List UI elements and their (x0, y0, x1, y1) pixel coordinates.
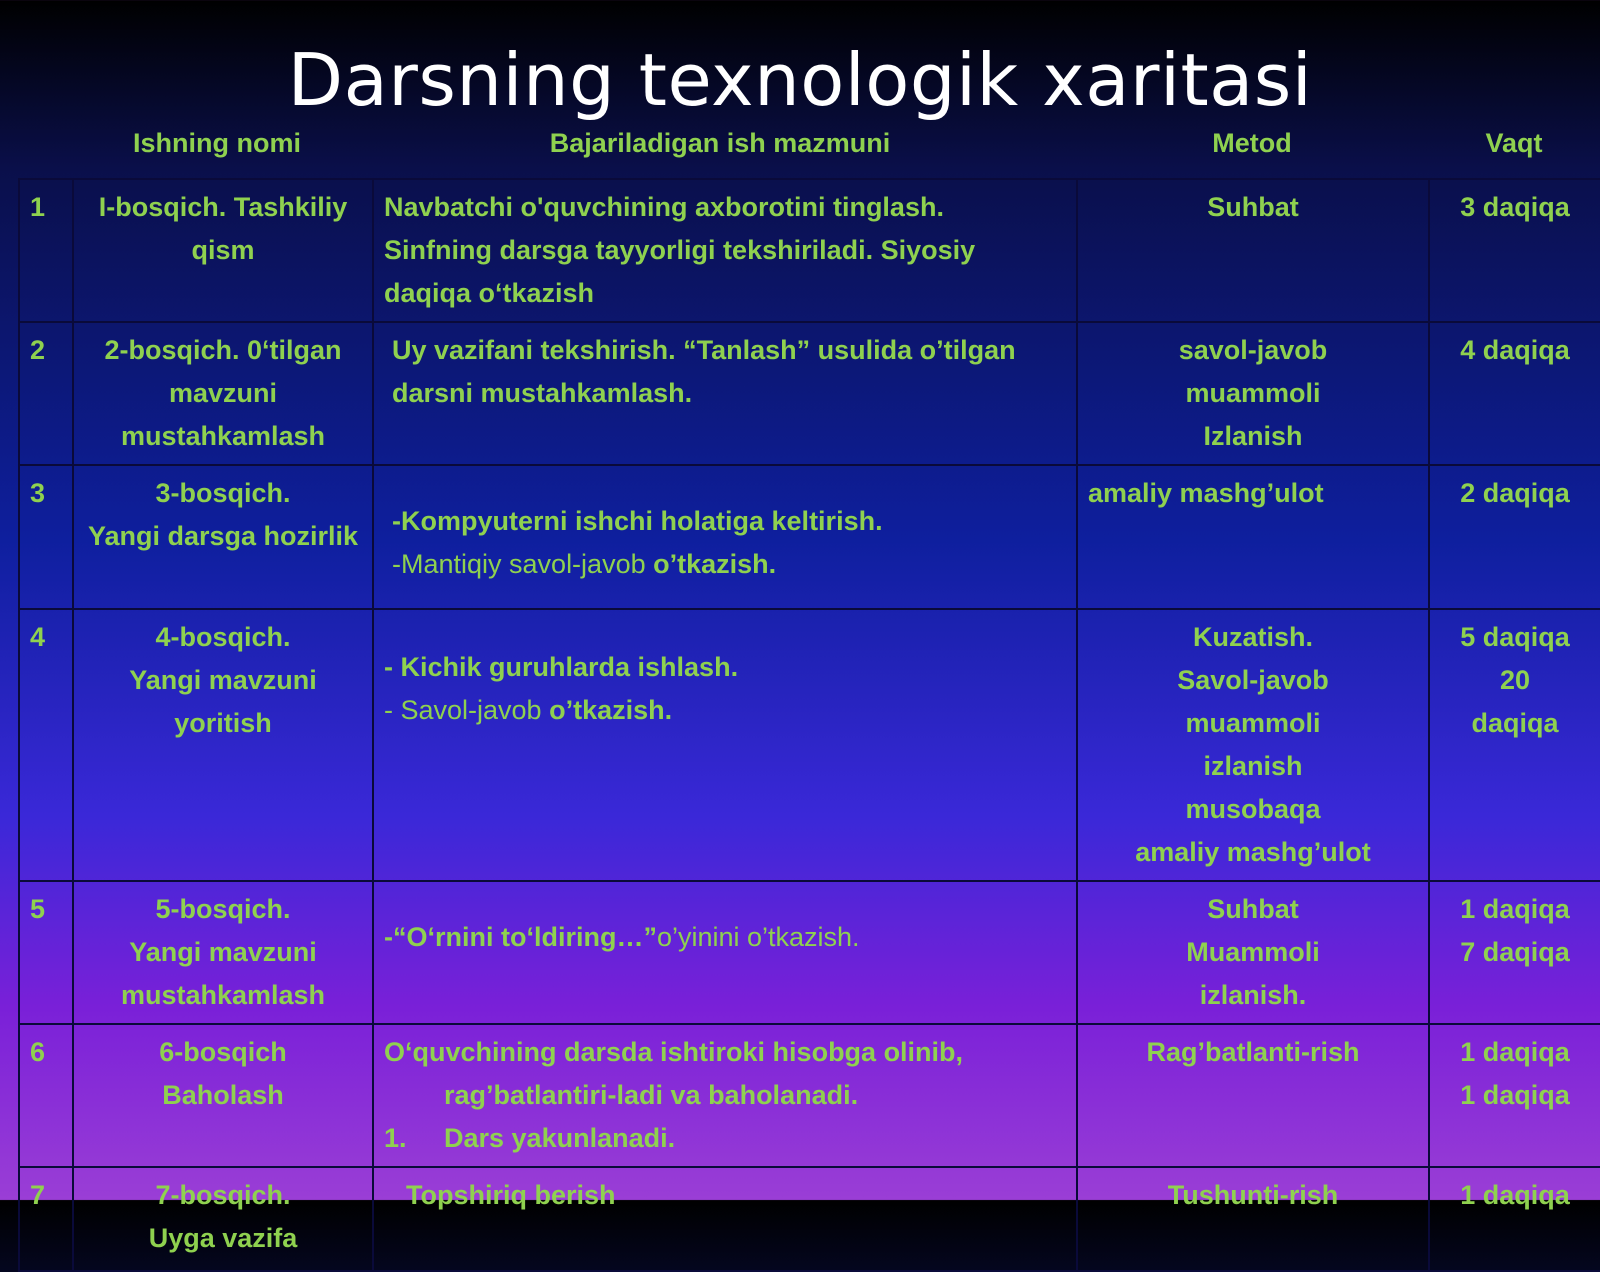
row-number: 5 (19, 881, 73, 1024)
table-row (19, 609, 1600, 881)
row-number: 2 (19, 322, 73, 465)
table-row (19, 1167, 1600, 1271)
stage-cell: 2-bosqich. 0‘tilgan mavzuni mustahkamlash (73, 322, 373, 465)
content-cell: -“O‘rnini to‘ldiring…”o’yinini o’tkazish. (373, 881, 1077, 1024)
header-content: Bajariladigan ish mazmuni (549, 128, 891, 158)
content-cell: Navbatchi o'quvchining axborotini tinglash. Sinfning darsga tayyorligi tekshiriladi. Siyosiy daqiqa o‘tkazish (373, 179, 1077, 322)
table-row (19, 465, 1600, 609)
time-cell: 2 daqiqa (1429, 465, 1600, 609)
stage-cell: 7-bosqich. Uyga vazifa (73, 1167, 373, 1271)
time-cell: 1 daqiqa 7 daqiqa (1429, 881, 1600, 1024)
page-title: Darsning texnologik xaritasi (287, 38, 1313, 122)
table-row (19, 322, 1600, 465)
technology-map-table (18, 178, 1600, 1272)
content-cell: -Kompyuterni ishchi holatiga keltirish. -Mantiqiy savol-javob o’tkazish. (373, 465, 1077, 609)
method-cell: Suhbat Muammoli izlanish. (1077, 881, 1429, 1024)
content-cell: Uy vazifani tekshirish. “Tanlash” usulida o’tilgan darsni mustahkamlash. (373, 322, 1077, 465)
header-time: Vaqt (1485, 128, 1543, 158)
time-cell: 4 daqiqa (1429, 322, 1600, 465)
content-cell: - Kichik guruhlarda ishlash. - Savol-javob o’tkazish. (373, 609, 1077, 881)
row-number: 7 (19, 1167, 73, 1271)
table-row (19, 881, 1600, 1024)
method-cell: savol-javob muammoli Izlanish (1077, 322, 1429, 465)
stage-cell: I-bosqich. Tashkiliy qism (73, 179, 373, 322)
row-number: 3 (19, 465, 73, 609)
method-cell: Kuzatish. Savol-javob muammoli izlanish musobaqa amaliy mashg’ulot (1077, 609, 1429, 881)
content-cell: Topshiriq berish (373, 1167, 1077, 1271)
table-row (19, 179, 1600, 322)
stage-cell: 3-bosqich. Yangi darsga hozirlik (73, 465, 373, 609)
method-cell: amaliy mashg’ulot (1077, 465, 1429, 609)
table-row (19, 1024, 1600, 1167)
row-number: 1 (19, 179, 73, 322)
time-cell: 3 daqiqa (1429, 179, 1600, 322)
stage-cell: 5-bosqich. Yangi mavzuni mustahkamlash (73, 881, 373, 1024)
time-cell: 1 daqiqa (1429, 1167, 1600, 1271)
stage-cell: 6-bosqich Baholash (73, 1024, 373, 1167)
row-number: 4 (19, 609, 73, 881)
method-cell: Rag’batlanti-rish (1077, 1024, 1429, 1167)
content-cell: O‘quvchining darsda ishtiroki hisobga olinib, rag’batlantiri-ladi va baholanadi. 1. Dars yakunlanadi. (373, 1024, 1077, 1167)
time-cell: 1 daqiqa 1 daqiqa (1429, 1024, 1600, 1167)
time-cell: 5 daqiqa 20 daqiqa (1429, 609, 1600, 881)
header-method: Metod (1212, 128, 1292, 158)
method-cell: Suhbat (1077, 179, 1429, 322)
header-name: Ishning nomi (133, 128, 301, 158)
row-number: 6 (19, 1024, 73, 1167)
method-cell: Tushunti-rish (1077, 1167, 1429, 1271)
stage-cell: 4-bosqich. Yangi mavzuni yoritish (73, 609, 373, 881)
